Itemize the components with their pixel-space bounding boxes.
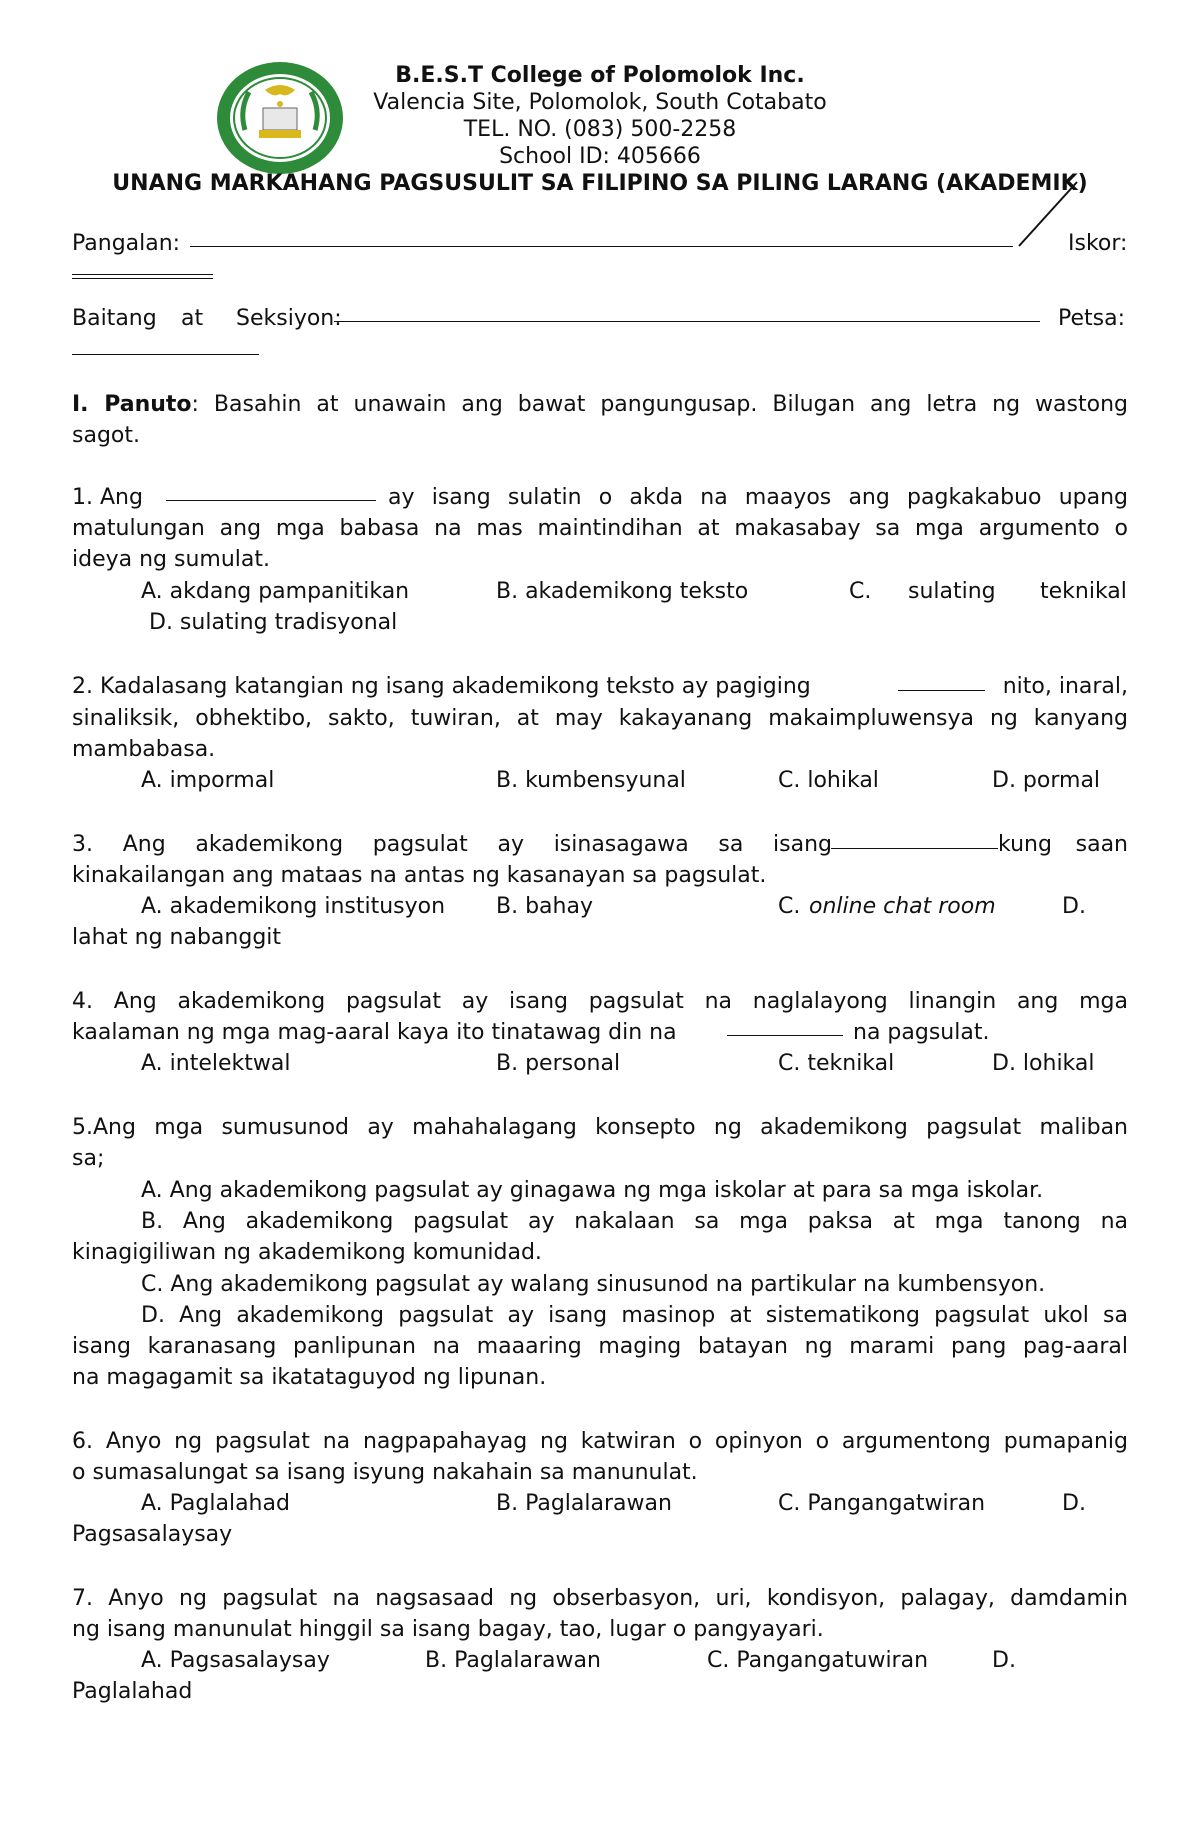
instructions-line2: sagot. (72, 423, 140, 448)
q1-line3: ideya ng sumulat. (72, 547, 270, 572)
q5-choice-d-line2[interactable]: isang karanasang panlipunan na maaaring maging batayan ng marami pang pag-aaral (72, 1334, 1128, 1359)
q2-choice-d[interactable]: D. pormal (992, 768, 1101, 793)
section-label-section: Seksiyon: (236, 306, 342, 331)
q2-line2: sinaliksik, obhektibo, sakto, tuwiran, at may kakayanang makaimpluwensya ng kanyang (72, 706, 1128, 731)
q7-choice-c[interactable]: C. Pangangatuwiran (707, 1648, 929, 1673)
instructions-label: I. Panuto (72, 392, 192, 417)
q3-line1-post: kung saan (998, 832, 1128, 857)
q1-choice-c-word1[interactable]: sulating (908, 579, 996, 604)
q7-choice-d-letter[interactable]: D. (992, 1648, 1016, 1673)
q1-line1-pre: 1. Ang (72, 485, 143, 510)
q6-choice-b[interactable]: B. Paglalarawan (496, 1491, 672, 1516)
q1-choice-c-word2[interactable]: teknikal (1040, 579, 1127, 604)
q6-line2: o sumasalungat sa isang isyung nakahain sa manunulat. (72, 1460, 698, 1485)
q3-choice-c-letter[interactable]: C. (778, 894, 801, 919)
q2-choice-b[interactable]: B. kumbensyunal (496, 768, 686, 793)
date-label: Petsa: (1058, 306, 1125, 331)
q3-choice-d-text[interactable]: lahat ng nabanggit (72, 925, 282, 950)
q6-line1: 6. Anyo ng pagsulat na nagpapahayag ng katwiran o opinyon o argumentong pumapanig (72, 1429, 1128, 1454)
q1-line1-post: ay isang sulatin o akda na maayos ang pagkakabuo upang (388, 485, 1128, 510)
q2-line1-post: nito, inaral, (1002, 674, 1128, 699)
q5-choice-b-line1[interactable]: B. Ang akademikong pagsulat ay nakalaan sa mga paksa at mga tanong na (141, 1209, 1128, 1234)
q2-choice-c[interactable]: C. lohikal (778, 768, 879, 793)
q5-choice-d-line1[interactable]: D. Ang akademikong pagsulat ay isang masinop at sistematikong pagsulat ukol sa (141, 1303, 1128, 1328)
section-label-and: at (181, 306, 204, 331)
q7-choice-a[interactable]: A. Pagsasalaysay (141, 1648, 330, 1673)
date-field[interactable] (72, 354, 259, 355)
q6-choice-d-text[interactable]: Pagsasalaysay (72, 1522, 233, 1547)
q4-line1: 4. Ang akademikong pagsulat ay isang pagsulat na naglalayong linangin ang mga (72, 989, 1128, 1014)
q5-choice-c[interactable]: C. Ang akademikong pagsulat ay walang sinusunod na partikular na kumbensyon. (141, 1272, 1046, 1297)
q3-choice-d-letter[interactable]: D. (1062, 894, 1086, 919)
school-id: School ID: 405666 (499, 144, 701, 169)
q6-choice-c[interactable]: C. Pangangatwiran (778, 1491, 986, 1516)
q1-choice-b[interactable]: B. akademikong teksto (496, 579, 749, 604)
q3-choice-a[interactable]: A. akademikong institusyon (141, 894, 446, 919)
school-telephone: TEL. NO. (083) 500-2258 (463, 117, 737, 142)
q3-choice-c-text[interactable]: online chat room (809, 894, 996, 919)
q1-choice-a[interactable]: A. akdang pampanitikan (141, 579, 410, 604)
score-field[interactable] (72, 274, 213, 279)
section-field[interactable] (334, 321, 1040, 322)
school-name: B.E.S.T College of Polomolok Inc. (395, 63, 805, 88)
q2-blank[interactable] (898, 690, 985, 691)
q5-line2: sa; (72, 1146, 105, 1171)
name-label: Pangalan: (72, 231, 181, 256)
q5-choice-a[interactable]: A. Ang akademikong pagsulat ay ginagawa ng mga iskolar at para sa mga iskolar. (141, 1178, 1044, 1203)
q1-choice-d[interactable]: D. sulating tradisyonal (149, 610, 398, 635)
exam-title: UNANG MARKAHANG PAGSUSULIT SA FILIPINO SA PILING LARANG (AKADEMIK) (112, 171, 1088, 196)
q5-choice-d-line3[interactable]: na magagamit sa ikatataguyod ng lipunan. (72, 1365, 547, 1390)
instructions-text: : Basahin at unawain ang bawat pangungusap. Bilugan ang letra ng wastong (191, 392, 1128, 417)
q4-choice-d[interactable]: D. lohikal (992, 1051, 1095, 1076)
q2-choice-a[interactable]: A. impormal (141, 768, 275, 793)
q5-line1: 5.Ang mga sumusunod ay mahahalagang konsepto ng akademikong pagsulat maliban (72, 1115, 1128, 1140)
q4-blank[interactable] (727, 1035, 843, 1036)
q4-choice-c[interactable]: C. teknikal (778, 1051, 895, 1076)
q4-choice-b[interactable]: B. personal (496, 1051, 621, 1076)
q7-line1: 7. Anyo ng pagsulat na nagsasaad ng obserbasyon, uri, kondisyon, palagay, damdamin (72, 1586, 1128, 1611)
q1-blank[interactable] (166, 500, 376, 501)
school-address: Valencia Site, Polomolok, South Cotabato (373, 90, 827, 115)
q7-choice-b[interactable]: B. Paglalarawan (425, 1648, 601, 1673)
q3-line2: kinakailangan ang mataas na antas ng kasanayan sa pagsulat. (72, 863, 767, 888)
q7-line2: ng isang manunulat hinggil sa isang bagay, tao, lugar o pangyayari. (72, 1617, 824, 1642)
instructions (72, 389, 1128, 420)
name-field[interactable] (190, 246, 1013, 247)
q4-line2-post: na pagsulat. (853, 1020, 990, 1045)
section-label-grade: Baitang (72, 306, 157, 331)
q1-choice-c-letter[interactable]: C. (849, 579, 872, 604)
q1-line2: matulungan ang mga babasa na mas maintindihan at makasabay sa mga argumento o (72, 516, 1128, 541)
q5-choice-b-line2[interactable]: kinagigiliwan ng akademikong komunidad. (72, 1240, 542, 1265)
score-label: Iskor: (1068, 231, 1128, 256)
q2-line3: mambabasa. (72, 737, 216, 762)
q7-choice-d-text[interactable]: Paglalahad (72, 1679, 193, 1704)
q4-line2-pre: kaalaman ng mga mag-aaral kaya ito tinatawag din na (72, 1020, 677, 1045)
q3-choice-b[interactable]: B. bahay (496, 894, 593, 919)
q2-line1-pre: 2. Kadalasang katangian ng isang akademikong teksto ay pagiging (72, 674, 811, 699)
q6-choice-d-letter[interactable]: D. (1062, 1491, 1086, 1516)
q6-choice-a[interactable]: A. Paglalahad (141, 1491, 290, 1516)
q3-line1-pre: 3. Ang akademikong pagsulat ay isinasagawa sa isang (72, 832, 832, 857)
q4-choice-a[interactable]: A. intelektwal (141, 1051, 291, 1076)
q3-blank[interactable] (831, 848, 998, 849)
